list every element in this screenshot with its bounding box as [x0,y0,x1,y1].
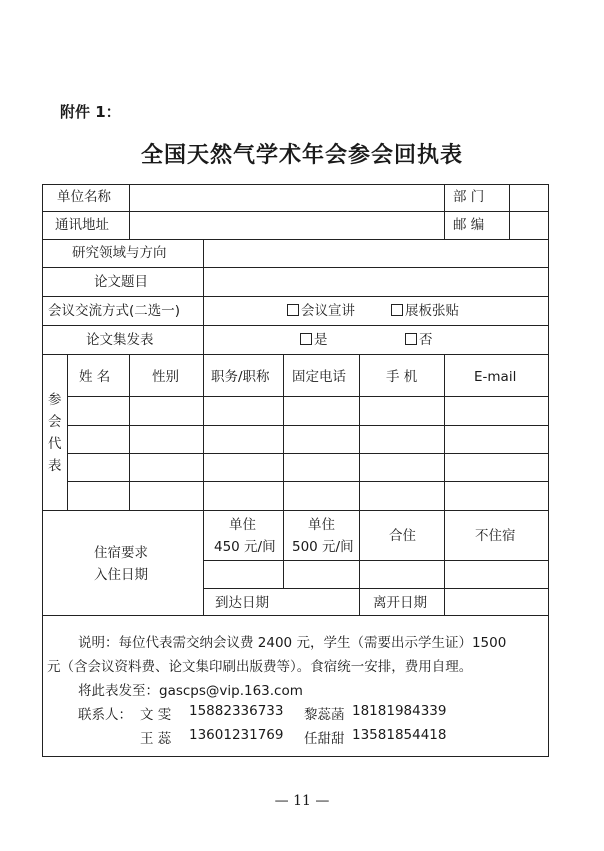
row-line [42,325,549,326]
contact-name: 任甜甜 [304,731,345,747]
option-single-450: 单住 [229,517,256,533]
col-line [283,354,284,511]
row-line [67,425,549,426]
option-lecture[interactable] [287,303,355,319]
contact-name: 黎蕊菡 [304,707,345,723]
row-line [67,481,549,482]
row-line [42,354,549,355]
option-no-label: 否 [419,332,433,348]
header-name: 姓 名 [79,369,111,385]
label-exchange-mode: 会议交流方式(二选一) [48,303,181,319]
col-line [359,354,360,511]
checkbox-icon[interactable] [405,333,417,345]
border-top [42,184,549,185]
col-line [203,354,204,511]
contact-name: 文 雯 [140,707,172,723]
header-position: 职务/职称 [211,369,270,385]
contact-name: 王 蕊 [140,731,172,747]
row-line [67,453,549,454]
option-no[interactable] [405,332,433,348]
header-mobile: 手 机 [386,369,418,385]
label-research-field: 研究领域与方向 [72,245,167,261]
label-lodging: 住宿要求 [94,545,148,561]
side-label-char: 表 [48,458,62,474]
checkbox-icon[interactable] [287,304,299,316]
border-right [548,184,549,757]
contact-phone: 13601231769 [189,727,284,743]
row-line [42,296,549,297]
row-line [203,560,549,561]
header-email: E-mail [474,369,517,385]
col-line [67,354,68,511]
contacts-label: 联系人： [78,707,132,723]
row-line [42,510,549,511]
note-line: 元（含会议资料费、论文集印刷出版费等）。食宿统一安排，费用自理。 [47,659,473,675]
row-line [203,588,549,589]
option-lecture-label: 会议宣讲 [301,303,355,319]
col-line [444,354,445,511]
note-line: 说明：每位代表需交纳会议费 2400 元，学生（需要出示学生证）1500 [78,635,507,651]
note-email: 将此表发至：gascps@vip.163.com [78,683,303,699]
col-line [509,184,510,240]
col-line [444,510,445,616]
label-checkin-date: 入住日期 [94,567,148,583]
col-line [359,510,360,616]
border-bottom [42,756,549,757]
contact-phone: 15882336733 [189,703,284,719]
option-shared: 合住 [389,528,416,544]
option-poster-label: 展板张贴 [405,303,459,319]
option-no-lodging: 不住宿 [475,528,516,544]
page-title: 全国天然气学术年会参会回执表 [140,142,463,168]
option-single-500-price: 500 元/间 [292,539,354,555]
col-line [129,184,130,240]
contact-phone: 18181984339 [352,703,447,719]
side-label-char: 参 [48,392,62,408]
label-department: 部 门 [453,189,485,205]
row-line [67,396,549,397]
row-line [42,267,549,268]
checkbox-icon[interactable] [391,304,403,316]
header-gender: 性别 [152,369,179,385]
label-address: 通讯地址 [55,217,109,233]
row-line [42,239,549,240]
row-line [42,211,549,212]
row-line [42,615,549,616]
checkbox-icon[interactable] [300,333,312,345]
label-arrival-date: 到达日期 [215,595,269,611]
col-line [203,239,204,355]
col-line [129,354,130,511]
option-yes[interactable] [300,332,328,348]
attachment-label: 附件 1： [60,103,121,121]
option-single-500: 单住 [308,517,335,533]
header-landline: 固定电话 [292,369,346,385]
col-line [444,184,445,240]
label-unit-name: 单位名称 [57,189,111,205]
col-line [283,510,284,588]
page-number: — 11 — [274,793,330,809]
side-label-char: 会 [48,414,62,430]
option-single-450-price: 450 元/间 [214,539,276,555]
label-publish: 论文集发表 [86,332,154,348]
label-paper-title: 论文题目 [94,274,148,290]
border-left [42,184,43,757]
side-label-char: 代 [48,436,62,452]
col-line [203,510,204,616]
contact-phone: 13581854418 [352,727,447,743]
label-departure-date: 离开日期 [373,595,427,611]
label-postcode: 邮 编 [453,217,485,233]
option-poster[interactable] [391,303,459,319]
option-yes-label: 是 [314,332,328,348]
